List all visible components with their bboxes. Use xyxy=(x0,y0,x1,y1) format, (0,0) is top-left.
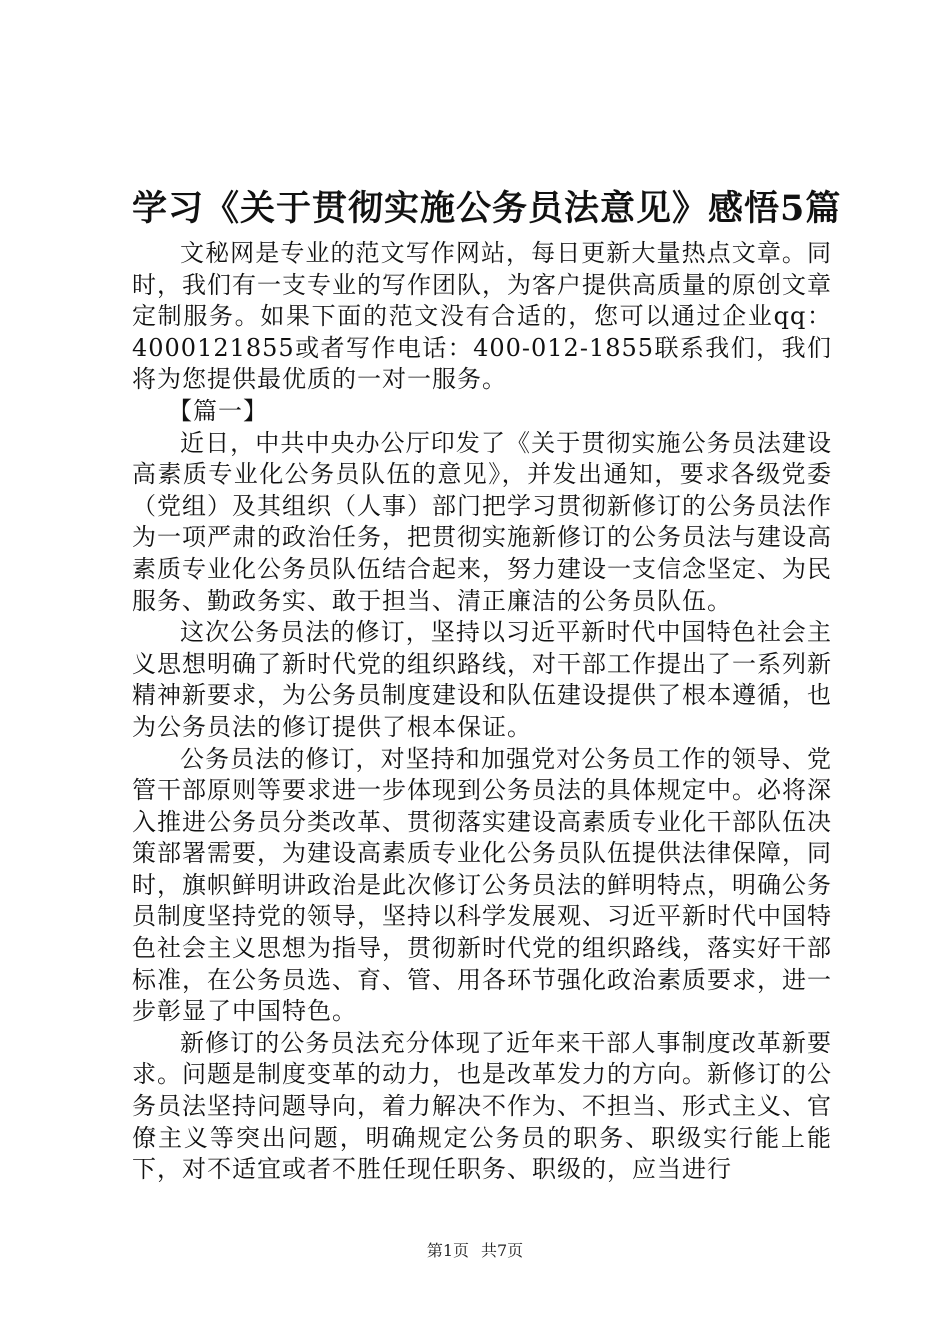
page-total: 共7页 xyxy=(481,1241,524,1260)
section-heading: 【篇一】 xyxy=(168,396,268,425)
document-body xyxy=(132,238,832,1186)
body-paragraph-2: 这次公务员法的修订，坚持以习近平新时代中国特色社会主义思想明确了新时代党的组织路线，对干部工作提出了一系列新精神新要求，为公务员制度建设和队伍建设提供了根本遵循，也为公务员法的修订提供了根本保证。 xyxy=(132,618,832,741)
document-page xyxy=(132,186,842,1186)
body-paragraph-1: 近日，中共中央办公厅印发了《关于贯彻实施公务员法建设高素质专业化公务员队伍的意见》，并发出通知，要求各级党委（党组）及其组织（人事）部门把学习贯彻新修订的公务员法作为一项严肃的政治任务，把贯彻实施新修订的公务员法与建设高素质专业化公务员队伍结合起来，努力建设一支信念坚定、为民服务、勤政务实、敢于担当、清正廉洁的公务员队伍。 xyxy=(132,428,832,615)
intro-paragraph: 文秘网是专业的范文写作网站，每日更新大量热点文章。同时，我们有一支专业的写作团队，为客户提供高质量的原创文章定制服务。如果下面的范文没有合适的，您可以通过企业qq：4000121855或者写作电话：400-012-1855联系我们，我们将为您提供最优质的一对一服务。 xyxy=(132,239,832,394)
page-number: 第1页 xyxy=(426,1241,469,1260)
document-title: 学习《关于贯彻实施公务员法意见》感悟5篇 xyxy=(132,188,842,229)
body-paragraph-3: 公务员法的修订，对坚持和加强党对公务员工作的领导、党管干部原则等要求进一步体现到公务员法的具体规定中。必将深入推进公务员分类改革、贯彻落实建设高素质专业化干部队伍决策部署需要，为建设高素质专业化公务员队伍提供法律保障，同时，旗帜鲜明讲政治是此次修订公务员法的鲜明特点，明确公务员制度坚持党的领导，坚持以科学发展观、习近平新时代中国特色社会主义思想为指导，贯彻新时代党的组织路线，落实好干部标准，在公务员选、育、管、用各环节强化政治素质要求，进一步彰显了中国特色。 xyxy=(132,744,832,1026)
body-paragraph-4: 新修订的公务员法充分体现了近年来干部人事制度改革新要求。问题是制度变革的动力，也是改革发力的方向。新修订的公务员法坚持问题导向，着力解决不作为、不担当、形式主义、官僚主义等突出问题，明确规定公务员的职务、职级实行能上能下，对不适宜或者不胜任现任职务、职级的，应当进行 xyxy=(132,1028,832,1184)
page-footer xyxy=(0,1240,950,1262)
